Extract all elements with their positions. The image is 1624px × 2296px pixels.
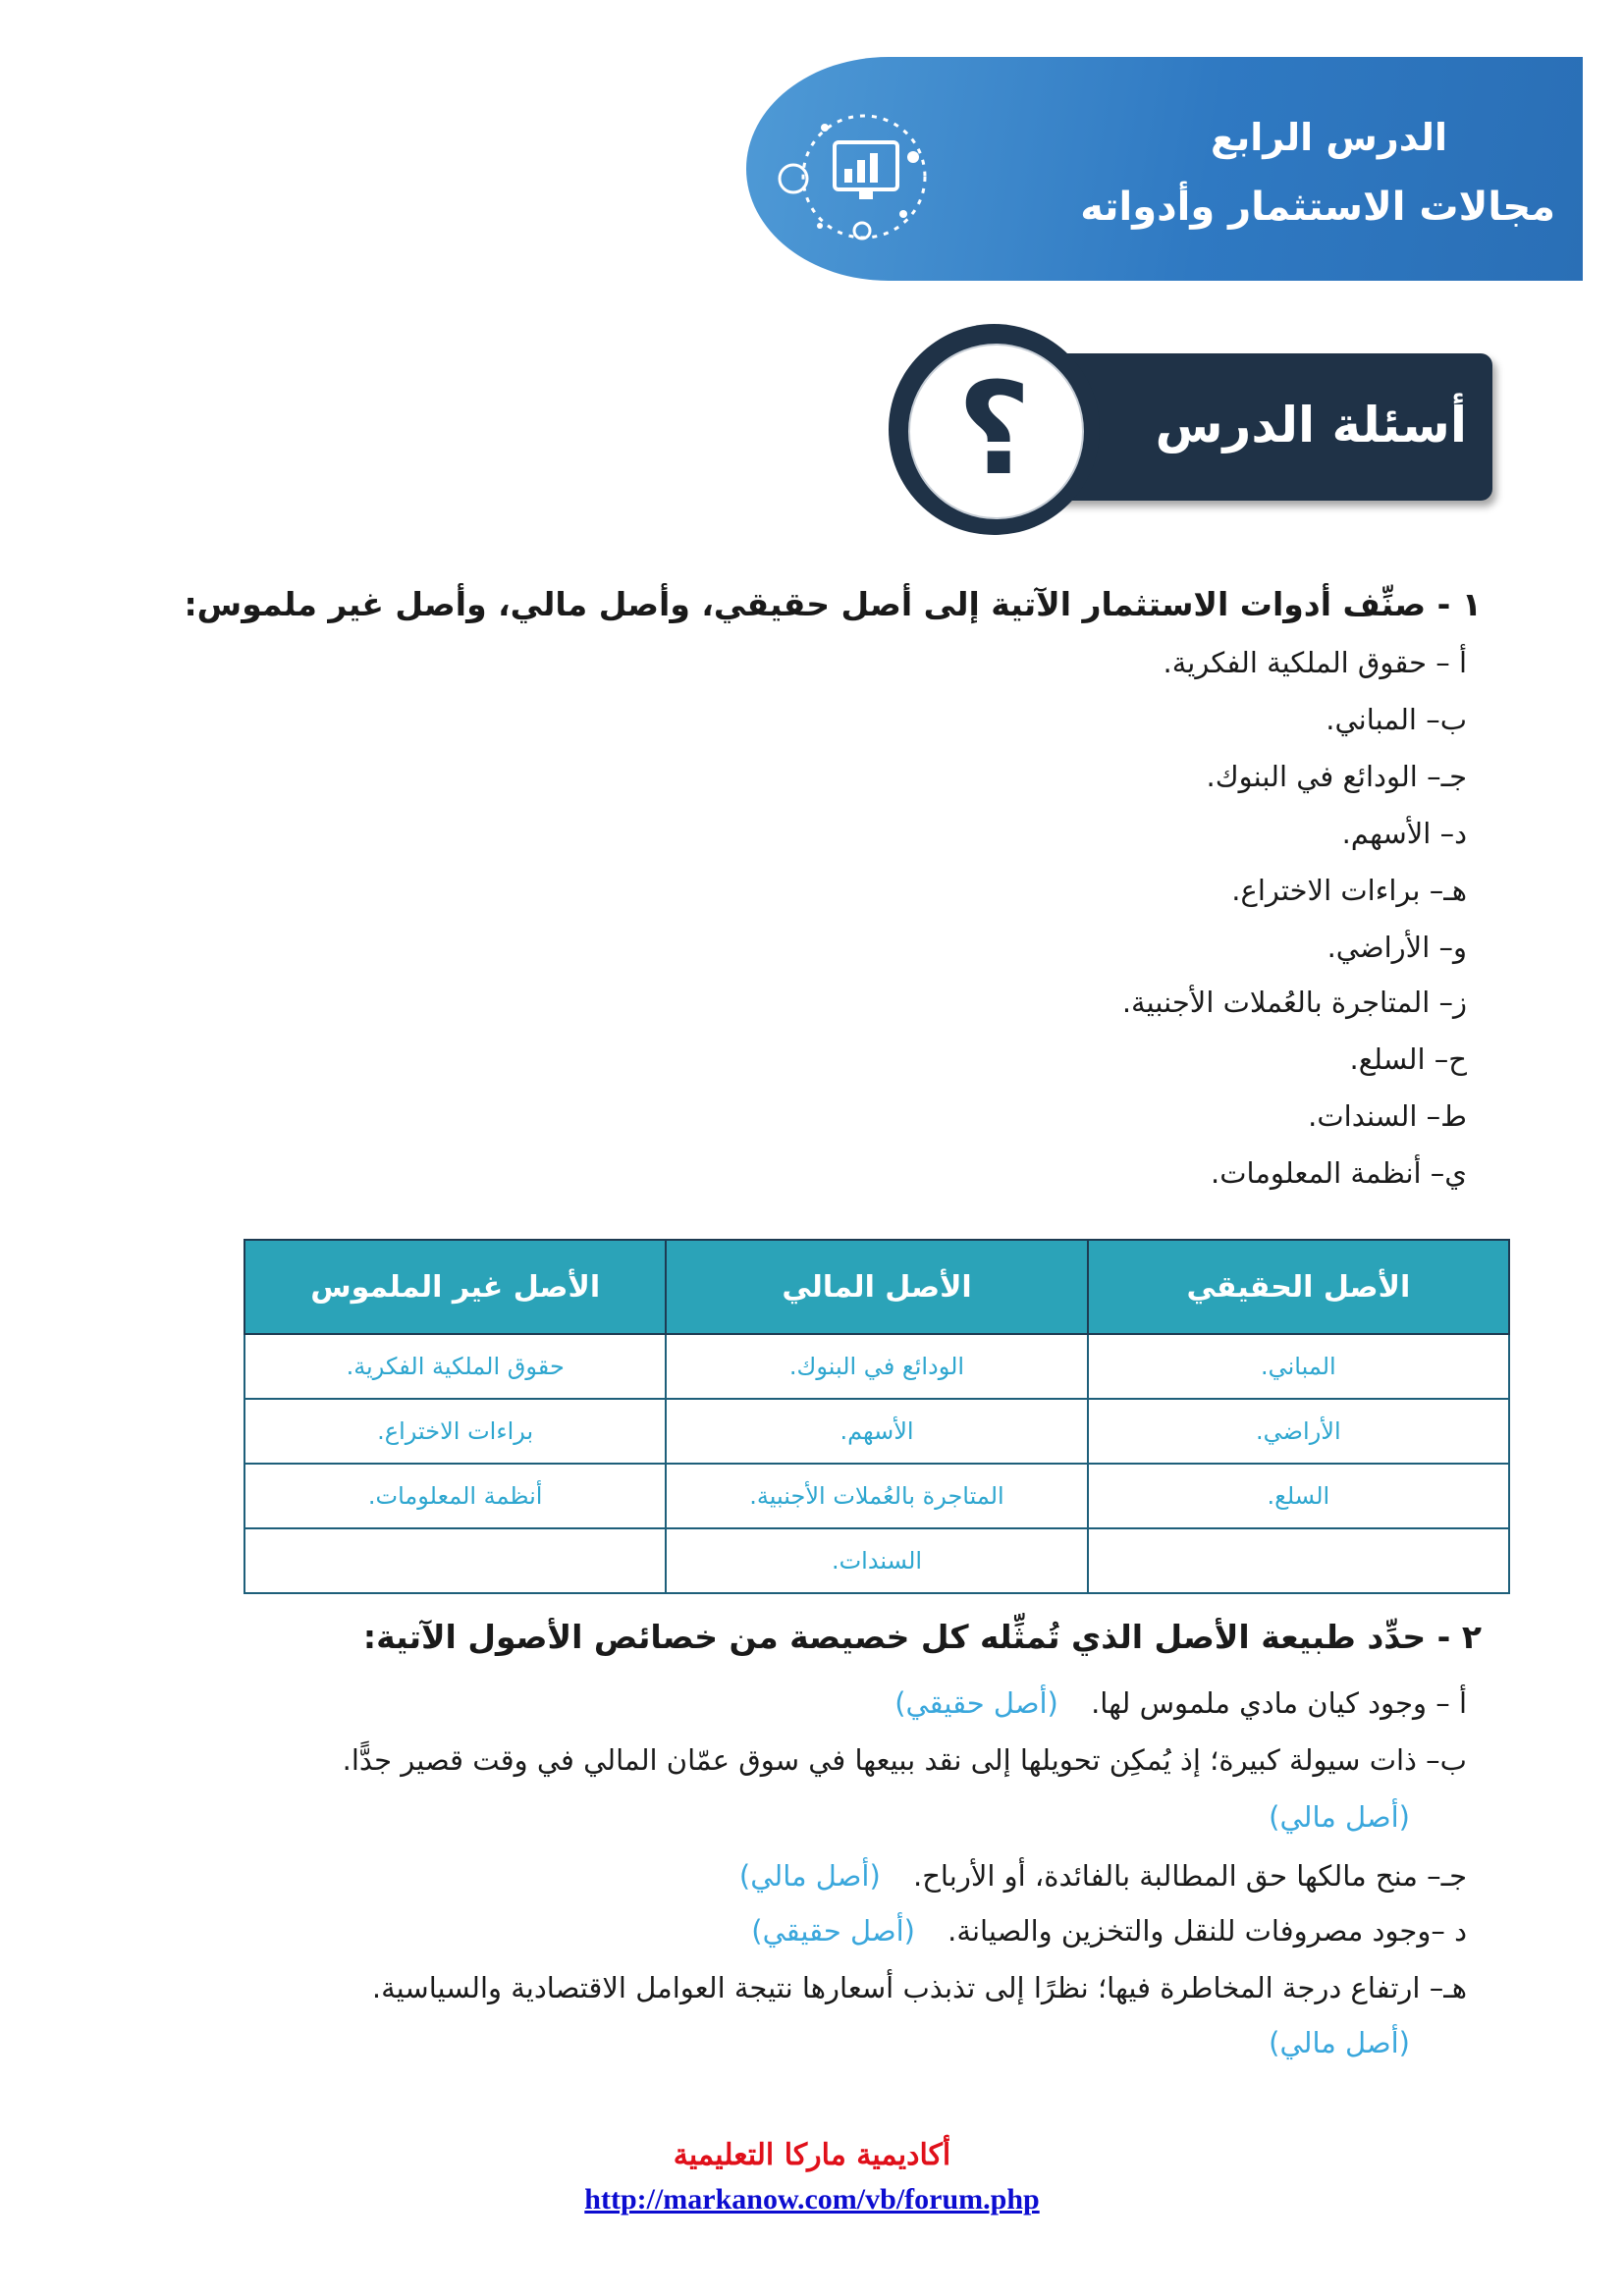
table-row — [244, 1464, 1509, 1528]
question-1-item: د– الأسهم. — [1341, 817, 1467, 850]
question-2-answer: (أصل حقيقي) — [894, 1686, 1058, 1720]
table-cell: المباني. — [1088, 1334, 1509, 1399]
footer-forum-link[interactable]: http://markanow.com/vb/forum.php — [584, 2183, 1040, 2216]
question-1-item: جـ– الودائع في البنوك. — [1206, 760, 1467, 793]
footer-academy-name: أكاديمية ماركا التعليمية — [673, 2138, 951, 2172]
question-2-item — [751, 1914, 1467, 1948]
question-2-answer: (أصل مالي) — [1269, 2026, 1410, 2059]
investment-analytics-icon — [766, 98, 962, 255]
table-header-row — [244, 1240, 1509, 1334]
lesson-title: الدرس الرابع — [1211, 116, 1447, 159]
question-2-answer: (أصل مالي) — [738, 1859, 881, 1893]
table-cell — [1088, 1528, 1509, 1593]
question-1-item: هـ– براءات الاختراع. — [1231, 874, 1467, 907]
question-2-item — [894, 1686, 1467, 1720]
table-cell: الودائع في البنوك. — [666, 1334, 1087, 1399]
question-2-item-text: د –وجود مصروفات للنقل والتخزين والصيانة. — [947, 1914, 1467, 1948]
table-cell: أنظمة المعلومات. — [244, 1464, 666, 1528]
table-cell: السندات. — [666, 1528, 1087, 1593]
table-cell: الأراضي. — [1088, 1399, 1509, 1464]
table-row — [244, 1528, 1509, 1593]
table-row — [244, 1399, 1509, 1464]
header-intangible-asset: الأصل غير الملموس — [244, 1240, 666, 1334]
question-mark-icon: ؟ — [956, 354, 1032, 504]
question-2-item-text: أ – وجود كيان مادي ملموس لها. — [1091, 1686, 1467, 1720]
table-cell: السلع. — [1088, 1464, 1509, 1528]
question-1-item: ي– أنظمة المعلومات. — [1211, 1156, 1467, 1190]
question-1-item: ط– السندات. — [1308, 1099, 1467, 1133]
question-2-item — [739, 1859, 1467, 1893]
classification-table — [244, 1239, 1510, 1594]
header-financial-asset: الأصل المالي — [666, 1240, 1087, 1334]
lesson-questions-title: أسئلة الدرس — [1155, 397, 1467, 454]
table-cell — [244, 1528, 666, 1593]
table-cell: براءات الاختراع. — [244, 1399, 666, 1464]
question-1-item: ب– المباني. — [1326, 703, 1467, 736]
question-2-item-text: ب– ذات سيولة كبيرة؛ إذ يُمكِن تحويلها إلى نقد ببيعها في سوق عمّان المالي في وقت قصير جدًّا. — [342, 1743, 1467, 1777]
question-1-item: أ – حقوق الملكية الفكرية. — [1163, 646, 1467, 679]
table-cell: المتاجرة بالعُملات الأجنبية. — [666, 1464, 1087, 1528]
question-2-prompt: ٢ - حدِّد طبيعة الأصل الذي تُمثِّله كل خصيصة من خصائص الأصول الآتية: — [362, 1618, 1482, 1656]
table-row — [244, 1334, 1509, 1399]
table-cell: الأسهم. — [666, 1399, 1087, 1464]
question-1-item: ح– السلع. — [1349, 1042, 1467, 1076]
question-2-answer: (أصل مالي) — [1269, 1800, 1410, 1834]
question-1-item: ز– المتاجرة بالعُملات الأجنبية. — [1121, 986, 1467, 1019]
header-real-asset: الأصل الحقيقي — [1088, 1240, 1509, 1334]
question-1-prompt: ١ - صنِّف أدوات الاستثمار الآتية إلى أصل حقيقي، وأصل مالي، وأصل غير ملموس: — [184, 585, 1482, 623]
question-2-item-text: هـ– ارتفاع درجة المخاطرة فيها؛ نظرًا إلى تذبذب أسعارها نتيجة العوامل الاقتصادية والسياسية. — [371, 1971, 1467, 2004]
question-2-item-text: جـ– منح مالكها حق المطالبة بالفائدة، أو الأرباح. — [912, 1859, 1467, 1893]
table-cell: حقوق الملكية الفكرية. — [244, 1334, 666, 1399]
question-1-item: و– الأراضي. — [1326, 931, 1467, 964]
lesson-subtitle: مجالات الاستثمار وأدواته — [1080, 185, 1555, 230]
question-2-answer: (أصل حقيقي) — [751, 1914, 915, 1948]
